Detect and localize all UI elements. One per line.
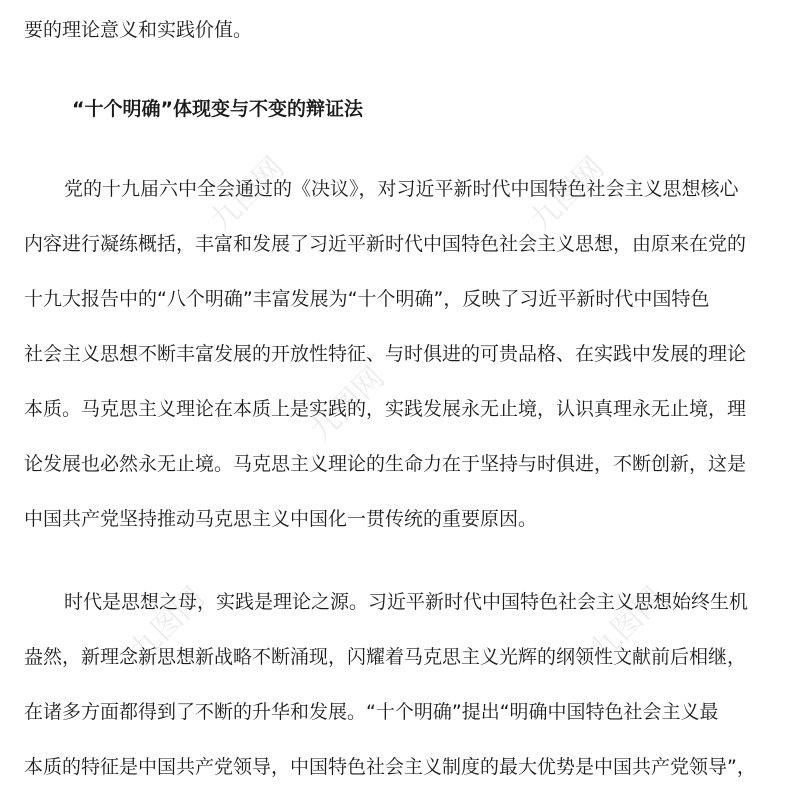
paragraph-line: 时代是思想之母，实践是理论之源。习近平新时代中国特色社会主义思想始终生机 [64, 591, 749, 613]
paragraph-line: 党的十九届六中全会通过的《决议》，对习近平新时代中国特色社会主义思想核心 [64, 178, 739, 200]
paragraph-line: 本质。马克思主义理论在本质上是实践的，实践发展永无止境，认识真理永无止境，理 [24, 398, 747, 420]
paragraph-line: 要的理论意义和实践价值。 [24, 19, 253, 41]
paragraph-line: 十九大报告中的“八个明确”丰富发展为“十个明确”，反映了习近平新时代中国特色 [24, 288, 710, 310]
watermark: 九图网 [303, 360, 392, 449]
section-heading: “十个明确”体现变与不变的辩证法 [72, 98, 363, 120]
paragraph-line: 论发展也必然永无止境。马克思主义理论的生命力在于坚持与时俱进，不断创新，这是 [24, 453, 747, 475]
paragraph-line: 盎然，新理念新思想新战略不断涌现，闪耀着马克思主义光辉的纲领性文献前后相继， [24, 646, 747, 668]
watermark: 九图网 [123, 580, 212, 669]
watermark: 九图网 [583, 580, 672, 669]
watermark: 九图网 [523, 150, 612, 239]
watermark: 九图网 [203, 150, 292, 239]
paragraph-line: 本质的特征是中国共产党领导，中国特色社会主义制度的最大优势是中国共产党领导”， [24, 756, 756, 778]
paragraph-line: 中国共产党坚持推动马克思主义中国化一贯传统的重要原因。 [24, 508, 538, 530]
paragraph-line: 在诸多方面都得到了不断的升华和发展。“十个明确”提出“明确中国特色社会主义最 [24, 701, 719, 723]
paragraph-line: 社会主义思想不断丰富发展的开放性特征、与时俱进的可贵品格、在实践中发展的理论 [24, 343, 747, 365]
paragraph-line: 内容进行凝练概括，丰富和发展了习近平新时代中国特色社会主义思想，由原来在党的 [24, 233, 747, 255]
